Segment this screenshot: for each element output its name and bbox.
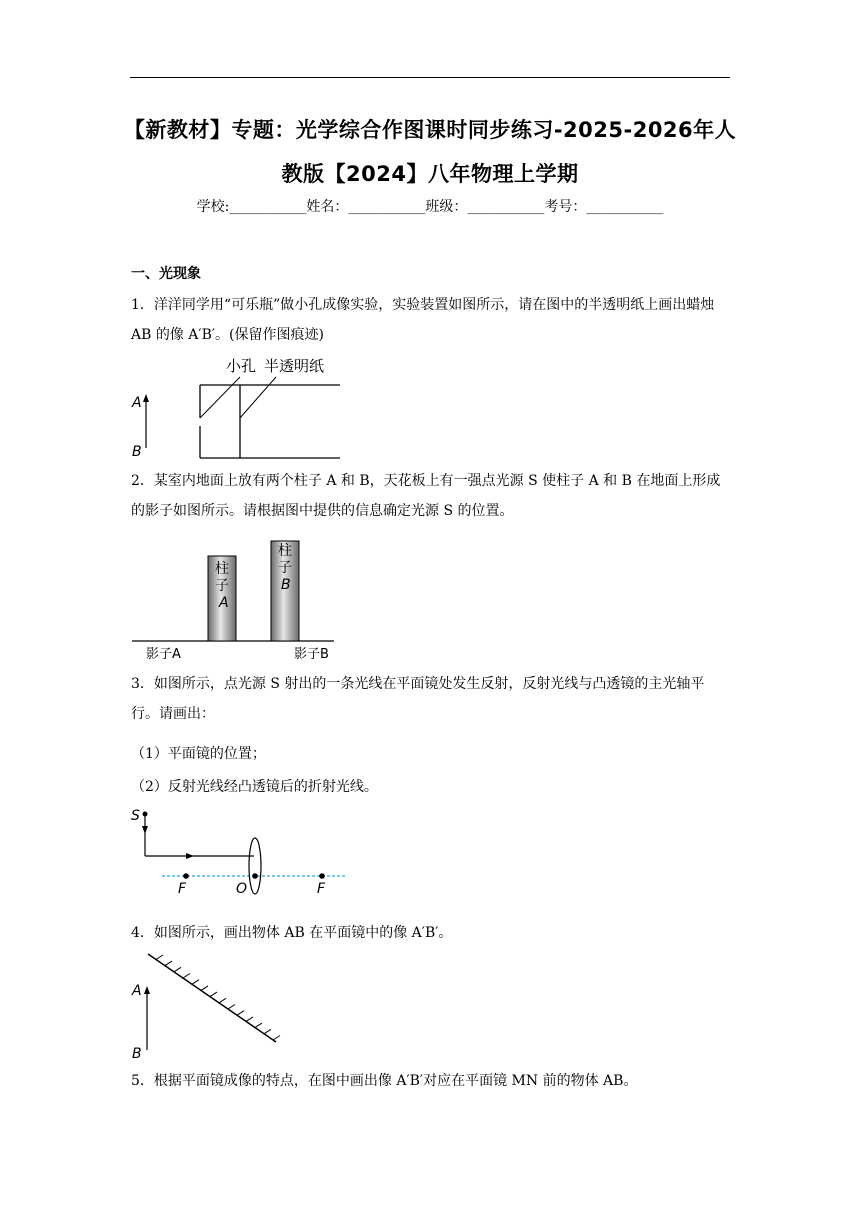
label-a: A bbox=[132, 395, 142, 411]
question-1-text: 1．洋洋同学用“可乐瓶”做小孔成像实验，实验装置如图所示，请在图中的半透明纸上画出蜡烛 AB 的像 A′B′。(保留作图痕迹) bbox=[131, 297, 715, 343]
question-2-text: 2．某室内地面上放有两个柱子 A 和 B，天花板上有一强点光源 S 使柱子 A 和 B 在地面上形成的影子如图所示。请根据图中提供的信息确定光源 S 的位置。 bbox=[131, 473, 721, 519]
question-3-sub1: （1）平面镜的位置； bbox=[131, 746, 266, 762]
svg-text:柱: 柱 bbox=[215, 561, 229, 577]
top-rule bbox=[130, 77, 730, 78]
label-shadow-b: 影子B bbox=[294, 647, 329, 662]
section-title: 一、光现象 bbox=[131, 266, 201, 282]
lens-figure bbox=[126, 804, 356, 896]
label-shadow-a: 影子A bbox=[146, 647, 181, 662]
page-title-line2: 教版【2024】八年物理上学期 bbox=[281, 162, 579, 186]
pillars-figure bbox=[126, 536, 366, 664]
svg-text:F: F bbox=[178, 881, 187, 896]
question-3-sub2: （2）反射光线经凸透镜后的折射光线。 bbox=[131, 779, 378, 795]
page-title-line1: 【新教材】专题：光学综合作图课时同步练习-2025-2026年人 bbox=[123, 118, 737, 142]
label-paper: 半透明纸 bbox=[264, 357, 325, 375]
svg-text:柱: 柱 bbox=[278, 543, 292, 559]
svg-text:A: A bbox=[219, 595, 229, 611]
pinhole-figure bbox=[126, 352, 356, 462]
svg-text:子: 子 bbox=[278, 560, 292, 576]
question-4-text: 4．如图所示，画出物体 AB 在平面镜中的像 A′B′。 bbox=[131, 925, 453, 941]
label-a: A bbox=[132, 983, 142, 999]
convex-lens bbox=[249, 838, 261, 894]
label-s: S bbox=[131, 808, 140, 824]
mirror-figure bbox=[126, 948, 296, 1064]
label-b: B bbox=[132, 1046, 142, 1062]
svg-text:O: O bbox=[236, 881, 248, 896]
label-hole: 小孔 bbox=[226, 357, 257, 375]
svg-text:B: B bbox=[281, 577, 291, 593]
question-5-text: 5．根据平面镜成像的特点，在图中画出像 A′B′对应在平面镜 MN 前的物体 AB。 bbox=[131, 1073, 638, 1089]
label-b: B bbox=[132, 444, 142, 460]
question-3-text: 3．如图所示，点光源 S 射出的一条光线在平面镜处发生反射，反射光线与凸透镜的主光轴平行。请画出： bbox=[131, 676, 705, 722]
student-info-line: 学校:___________姓名：___________班级：___________考号：___________ bbox=[196, 199, 664, 215]
svg-text:F: F bbox=[317, 881, 326, 896]
svg-text:子: 子 bbox=[215, 578, 229, 594]
